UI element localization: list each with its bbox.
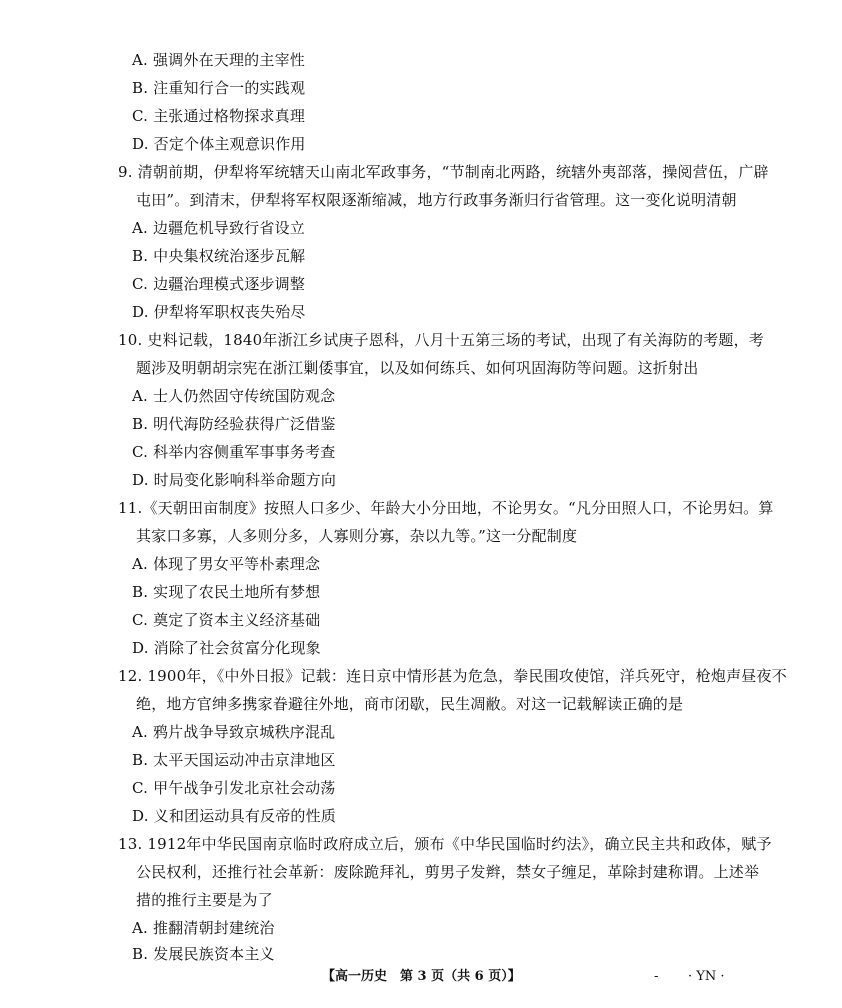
q11-option-a: A. 体现了男女平等朴素理念 <box>132 555 321 573</box>
q11-stem-line1: 11.《天朝田亩制度》按照人口多少、年龄大小分田地，不论男女。“凡分田照人口，不论男妇。算 <box>118 499 774 517</box>
q8-option-b: B. 注重知行合一的实践观 <box>132 79 306 97</box>
q8-option-d: D. 否定个体主观意识作用 <box>132 135 306 153</box>
footer-page-label: 【高一历史 第 3 页（共 6 页）】 <box>322 969 521 984</box>
footer-dash: - <box>654 969 659 984</box>
q11-stem-line2: 其家口多寡，人多则分多，人寡则分寡，杂以九等。”这一分配制度 <box>136 527 578 545</box>
q13-stem-line2: 公民权利，还推行社会革新：废除跪拜礼，剪男子发辫，禁女子缠足，革除封建称谓。上述举 <box>136 863 760 881</box>
q13-stem-line3: 措的推行主要是为了 <box>136 891 273 909</box>
q12-stem-line1: 12. 1900年，《中外日报》记载：连日京中情形甚为危急，拳民围攻使馆，洋兵死守，枪炮声昼夜不 <box>118 667 787 685</box>
q13-option-a: A. 推翻清朝封建统治 <box>132 919 275 937</box>
q12-option-d: D. 义和团运动具有反帝的性质 <box>132 807 337 825</box>
q13-option-b: B. 发展民族资本主义 <box>132 945 275 963</box>
q10-stem-line1: 10. 史料记载，1840年浙江乡试庚子恩科，八月十五第三场的考试，出现了有关海防的考题，考 <box>118 331 765 349</box>
q8-option-a: A. 强调外在天理的主宰性 <box>132 51 305 69</box>
q10-stem-line2: 题涉及明朝胡宗宪在浙江剿倭事宜，以及如何练兵、如何巩固海防等问题。这折射出 <box>136 359 699 377</box>
q12-option-b: B. 太平天国运动冲击京津地区 <box>132 751 336 769</box>
footer-code: · YN · <box>688 969 725 984</box>
q11-option-c: C. 奠定了资本主义经济基础 <box>132 611 321 629</box>
q10-option-c: C. 科举内容侧重军事事务考查 <box>132 443 336 461</box>
q10-option-d: D. 时局变化影响科举命题方向 <box>132 471 337 489</box>
q9-stem-line2: 屯田”。到清末，伊犁将军权限逐渐缩减，地方行政事务渐归行省管理。这一变化说明清朝 <box>136 191 737 209</box>
q11-option-d: D. 消除了社会贫富分化现象 <box>132 639 321 657</box>
q9-option-b: B. 中央集权统治逐步瓦解 <box>132 247 306 265</box>
q10-option-b: B. 明代海防经验获得广泛借鉴 <box>132 415 336 433</box>
q12-option-c: C. 甲午战争引发北京社会动荡 <box>132 779 336 797</box>
q12-stem-line2: 绝，地方官绅多携家眷避往外地，商市闭歇，民生凋敝。对这一记载解读正确的是 <box>136 695 684 713</box>
q11-option-b: B. 实现了农民土地所有梦想 <box>132 583 321 601</box>
q9-option-d: D. 伊犁将军职权丧失殆尽 <box>132 303 306 321</box>
q9-option-a: A. 边疆危机导致行省设立 <box>132 219 305 237</box>
q9-stem-line1: 9. 清朝前期，伊犁将军统辖天山南北军政事务，“节制南北两路，统辖外夷部落，操阅营伍，广辟 <box>118 163 769 181</box>
q12-option-a: A. 鸦片战争导致京城秩序混乱 <box>132 723 336 741</box>
q13-stem-line1: 13. 1912年中华民国南京临时政府成立后，颁布《中华民国临时约法》，确立民主共和政体，赋予 <box>118 835 772 853</box>
q9-option-c: C. 边疆治理模式逐步调整 <box>132 275 306 293</box>
q8-option-c: C. 主张通过格物探求真理 <box>132 107 306 125</box>
q10-option-a: A. 士人仍然固守传统国防观念 <box>132 387 336 405</box>
